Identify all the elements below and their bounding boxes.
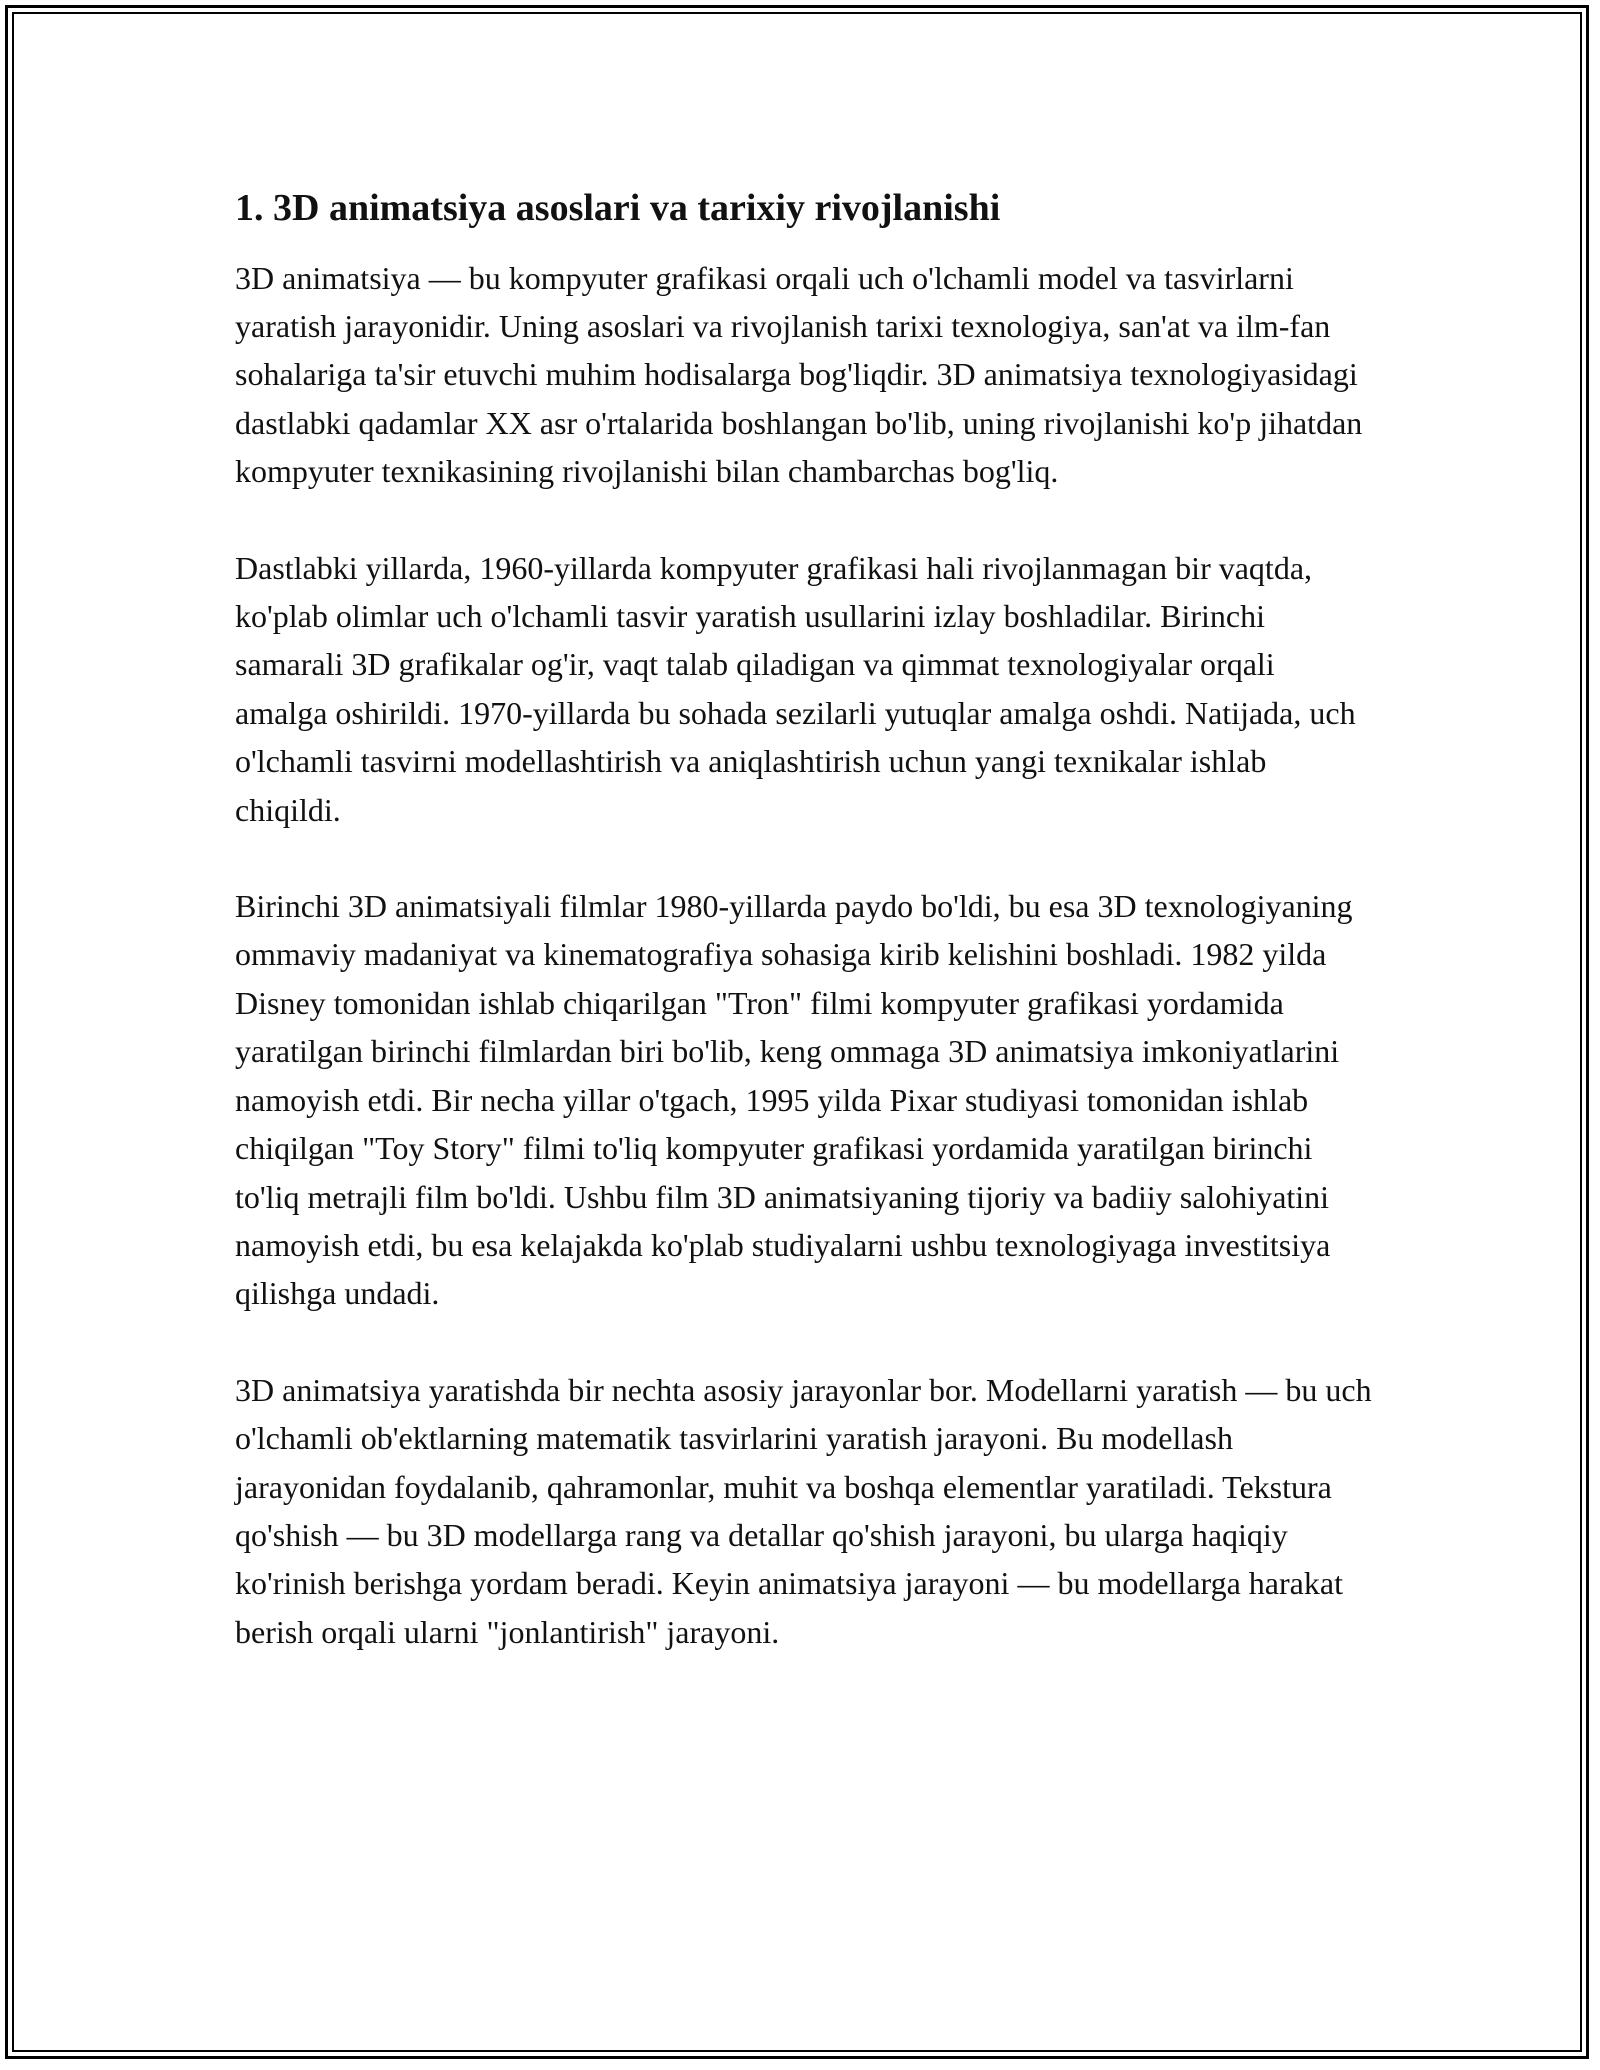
paragraph-2: Dastlabki yillarda, 1960-yillarda kompyuter grafikasi hali rivojlanmagan bir vaqtda, ko'plab olimlar uch o'lchamli tasvir yaratish usullarini izlay boshladilar. Birinchi samarali 3D grafikalar og'ir, vaqt talab qiladigan va qimmat texnologiyalar orqali amalga oshirildi. 1970-yillarda bu sohada sezilarli yutuqlar amalga oshdi. Natijada, uch o'lchamli tasvirni modellashtirish va aniqlashtirish uchun yangi texnikalar ishlab chiqildi.: [235, 549, 1356, 828]
paragraph-1: 3D animatsiya — bu kompyuter grafikasi orqali uch o'lchamli model va tasvirlarni yaratish jarayonidir. Uning asoslari va rivojlanish tarixi texnologiya, san'at va ilm-fan sohalariga ta'sir etuvchi muhim hodisalarga bog'liqdir. 3D animatsiya texnologiyasidagi dastlabki qadamlar XX asr o'rtalarida boshlangan bo'lib, uning rivojlanishi ko'p jihatdan kompyuter texnikasining rivojlanishi bilan chambarchas bog'liq.: [235, 259, 1363, 490]
document-body: [235, 186, 1375, 1704]
paragraph-3: Birinchi 3D animatsiyali filmlar 1980-yillarda paydo bo'ldi, bu esa 3D texnologiyaning ommaviy madaniyat va kinematografiya sohasiga kirib kelishini boshladi. 1982 yilda Disney tomonidan ishlab chiqarilgan "Tron" filmi kompyuter grafikasi yordamida yaratilgan birinchi filmlardan biri bo'lib, keng ommaga 3D animatsiya imkoniyatlarini namoyish etdi. Bir necha yillar o'tgach, 1995 yilda Pixar studiyasi tomonidan ishlab chiqilgan "Toy Story" filmi to'liq kompyuter grafikasi yordamida yaratilgan birinchi to'liq metrajli film bo'ldi. Ushbu film 3D animatsiyaning tijoriy va badiiy salohiyatini namoyish etdi, bu esa kelajakda ko'plab studiyalarni ushbu texnologiyaga investitsiya qilishga undadi.: [235, 888, 1353, 1312]
page-title: 1. 3D animatsiya asoslari va tarixiy rivojlanishi: [235, 187, 1001, 229]
paragraph-4: 3D animatsiya yaratishda bir nechta asosiy jarayonlar bor. Modellarni yaratish — bu uch o'lchamli ob'ektlarning matematik tasvirlarini yaratish jarayoni. Bu modellash jarayonidan foydalanib, qahramonlar, muhit va boshqa elementlar yaratiladi. Tekstura qo'shish — bu 3D modellarga rang va detallar qo'shish jarayoni, bu ularga haqiqiy ko'rinish berishga yordam beradi. Keyin animatsiya jarayoni — bu modellarga harakat berish orqali ularni "jonlantirish" jarayoni.: [235, 1371, 1372, 1650]
